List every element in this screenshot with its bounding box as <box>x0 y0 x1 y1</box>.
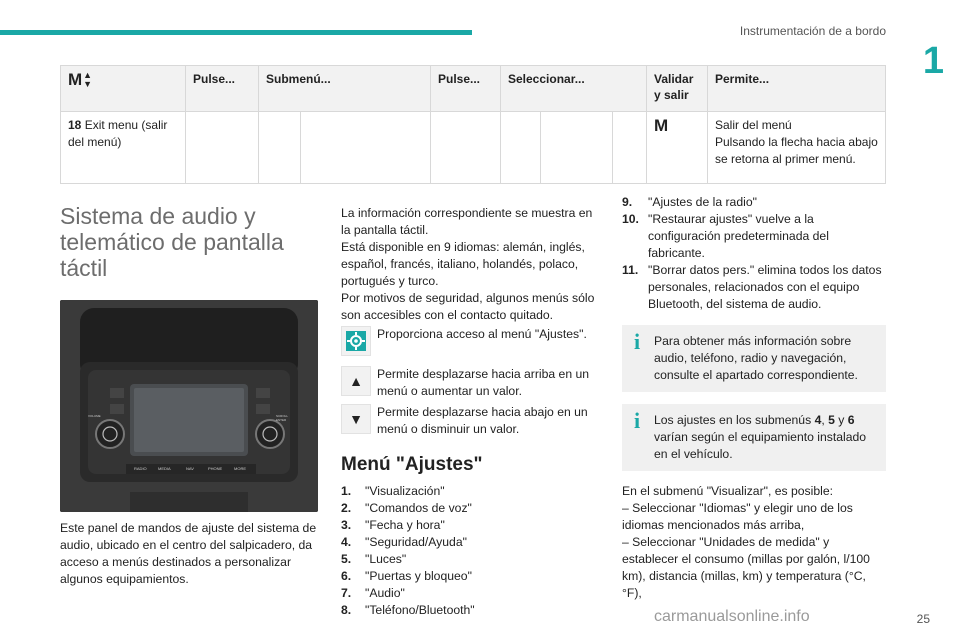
column-2 <box>341 205 603 619</box>
info-note-text: Los ajustes en los submenús 4, 5 y 6 varían según el equipamiento instalado en el vehículo. <box>654 413 867 461</box>
settings-menu-list-continued <box>622 194 886 313</box>
icon-row <box>341 404 603 438</box>
visualizar-paragraph: En el submenú "Visualizar", es posible: – Seleccionar "Idiomas" y elegir uno de los idiomas mencionados más arriba, – Seleccionar "Unidades de medida" y establecer el consumo (millas por galón, l/100 km), distancia (millas, km) y temperatura (°C, °F), <box>622 484 870 600</box>
audio-panel-illustration <box>60 300 318 512</box>
icon-row <box>341 326 603 356</box>
menu-arrows-icon: M ▲ ▼ <box>68 70 93 89</box>
list-item: 2. "Comandos de voz" <box>341 501 472 515</box>
table-cell-permite: Salir del menú Pulsando la flecha hacia abajo se retorna al primer menú. <box>708 112 886 184</box>
icon-description: Permite desplazarse hacia arriba en un menú o aumentar un valor. <box>377 367 590 398</box>
header-accent-bar <box>0 30 472 35</box>
panel-button-label: MORE <box>234 466 246 471</box>
icon-description: Proporciona acceso al menú "Ajustes". <box>377 327 587 341</box>
table-header-row <box>61 66 886 112</box>
section-title: Sistema de audio y telemático de pantalla táctil <box>60 203 284 281</box>
table-cell <box>186 112 259 184</box>
info-icon: i <box>634 329 641 354</box>
panel-button-label: NAV <box>186 466 194 471</box>
scroll-knob-label: SCROLL ENTER <box>276 414 288 422</box>
table-cell <box>259 112 431 184</box>
list-item: 4. "Seguridad/Ayuda" <box>341 535 467 549</box>
table-cell <box>647 112 708 184</box>
list-item: 11. "Borrar datos pers." elimina todos los datos personales, relacionados con el equipo Bluetooth, del sistema de audio. <box>622 263 882 311</box>
table-cell <box>431 112 501 184</box>
info-note <box>622 404 886 471</box>
item-text: Exit menu (salir del menú) <box>68 118 168 149</box>
m-button-icon: M <box>654 116 669 135</box>
volume-knob-label: VOLUME <box>88 414 101 418</box>
info-icon: i <box>634 408 641 433</box>
list-item: 1. "Visualización" <box>341 484 445 498</box>
watermark: carmanualsonline.info <box>654 608 810 625</box>
photo-caption: Este panel de mandos de ajuste del sistema de audio, ubicado en el centro del salpicadero, da acceso a menús destinados a personalizar algunos equipamientos. <box>60 521 317 586</box>
audio-panel-photo <box>60 300 318 512</box>
panel-button-label: MEDIA <box>158 466 171 471</box>
menu-arrows-icon-cell <box>61 66 186 112</box>
table-header: Pulse... <box>186 66 259 112</box>
triangle-down-icon: ▼ <box>341 404 371 434</box>
table-cell-item <box>61 112 186 184</box>
icon-row <box>341 366 603 400</box>
table-header: Pulse... <box>431 66 501 112</box>
panel-button-label: PHONE <box>208 466 223 471</box>
table-header: Validar y salir <box>647 66 708 112</box>
item-number: 18 <box>68 118 82 132</box>
table-row <box>61 112 886 184</box>
gear-icon <box>341 326 371 356</box>
icon-description: Permite desplazarse hacia abajo en un menú o disminuir un valor. <box>377 405 588 436</box>
settings-menu-list <box>341 483 603 619</box>
table-header: Permite... <box>708 66 886 112</box>
list-item: 3. "Fecha y hora" <box>341 518 445 532</box>
info-note-text: Para obtener más información sobre audio, teléfono, radio y navegación, consulte el apartado correspondiente. <box>654 334 858 382</box>
triangle-up-icon: ▲ <box>341 366 371 396</box>
list-item: 7. "Audio" <box>341 586 405 600</box>
column-3 <box>622 194 886 602</box>
menu-table <box>60 65 886 184</box>
list-item: 9. "Ajustes de la radio" <box>622 195 757 209</box>
table-header: Seleccionar... <box>501 66 647 112</box>
table-header: Submenú... <box>259 66 431 112</box>
intro-text: La información correspondiente se muestra en la pantalla táctil. Está disponible en 9 idiomas: alemán, inglés, español, francés, italiano, holandés, polaco, portugués y turco. Por motivos de seguridad, algunos menús sólo son accesibles con el contacto quitado. <box>341 206 595 322</box>
list-item: 6. "Puertas y bloqueo" <box>341 569 472 583</box>
table-cell <box>501 112 647 184</box>
list-item: 10. "Restaurar ajustes" vuelve a la configuración predeterminada del fabricante. <box>622 212 829 260</box>
header-title: Instrumentación de a bordo <box>739 24 886 38</box>
panel-button-label: RADIO <box>134 466 147 471</box>
list-item: 8. "Teléfono/Bluetooth" <box>341 603 475 617</box>
menu-heading: Menú "Ajustes" <box>341 454 483 475</box>
list-item: 5. "Luces" <box>341 552 407 566</box>
chapter-number: 1 <box>922 40 944 82</box>
page-number: 25 <box>916 612 930 626</box>
info-note <box>622 325 886 392</box>
